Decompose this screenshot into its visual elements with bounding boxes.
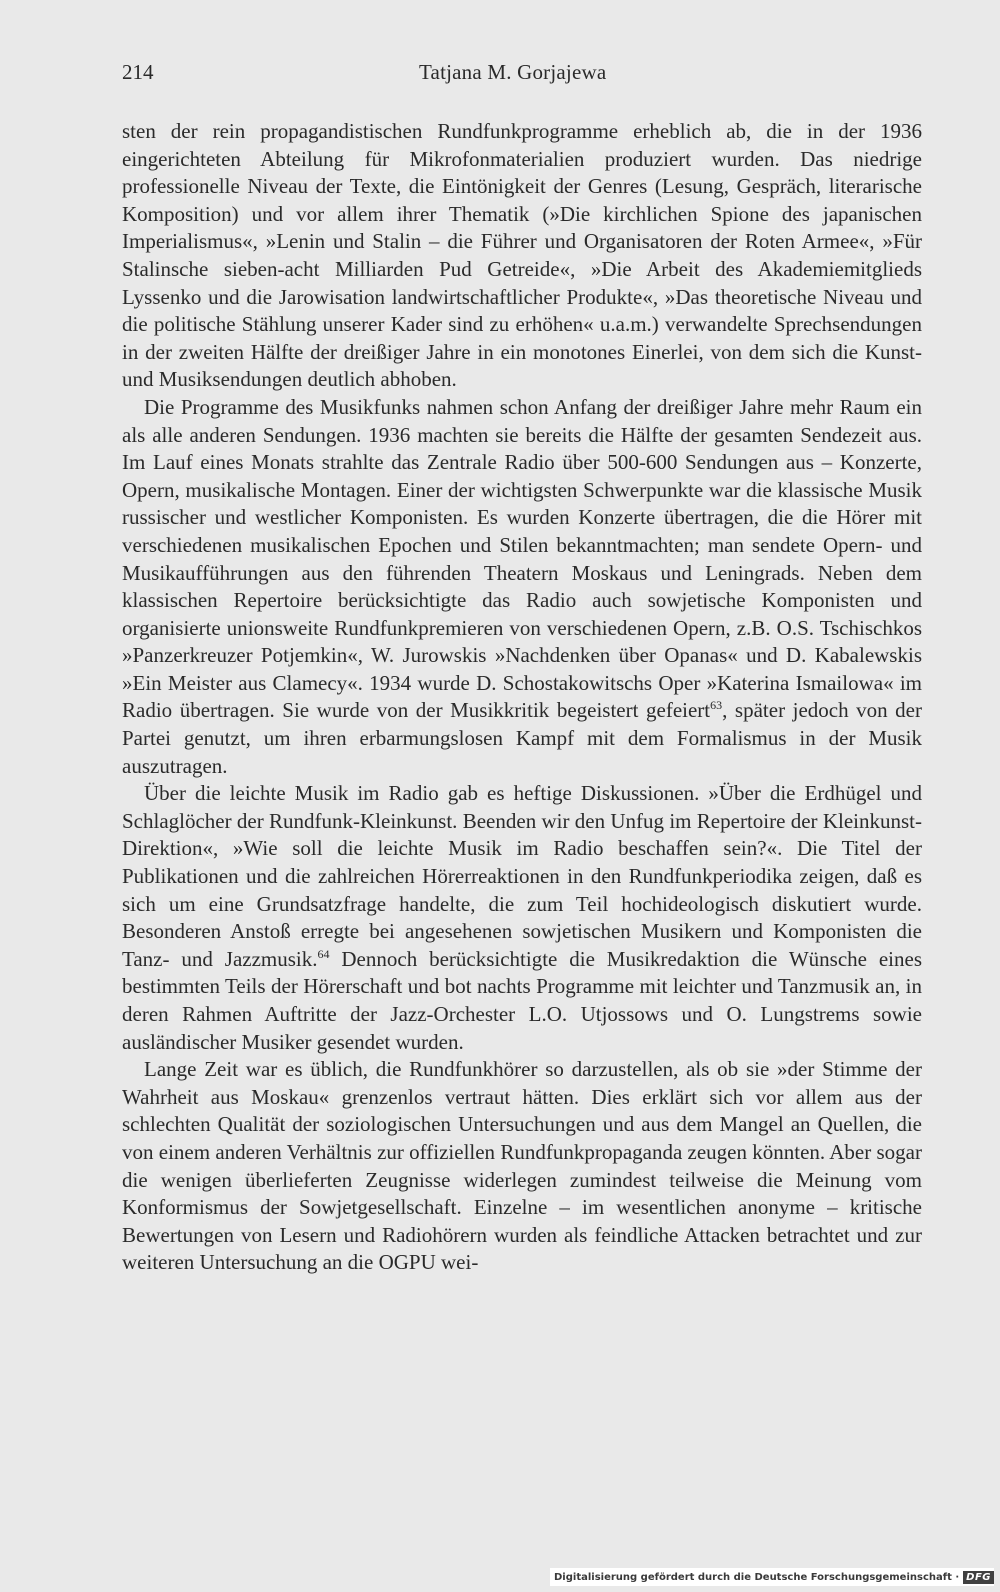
digitization-credit: [550, 1568, 994, 1586]
body-text: [122, 118, 922, 1277]
paragraph-3-text-b: Dennoch berücksichtigte die Musikredaktion die Wünsche eines bestimmten Teils der Hörerschaft und bot nachts Programme mit leichter und Tanzmusik an, in deren Rahmen Auftritte der Jazz-Orchester L.O. Utjossows und O. Lungstrems sowie ausländischer Musiker gesendet wurden.: [122, 946, 922, 1054]
paragraph-2-text-b: , später jedoch von der Partei genutzt, um ihren erbarmungslosen Kampf mit dem Formalismus in der Musik auszutragen.: [122, 698, 922, 778]
paragraph-2: [122, 394, 922, 780]
paragraph-2-text-a: Die Programme des Musikfunks nahmen schon Anfang der dreißiger Jahre mehr Raum ein als alle anderen Sendungen. 1936 machten sie bereits die Hälfte der gesamten Sendezeit aus. Im Lauf eines Monats strahlte das Zentrale Radio über 500-600 Sendungen aus – Konzerte, Opern, musikalische Montagen. Einer der wichtigsten Schwerpunkte war die klassische Musik russischer und westlicher Komponisten. Es wurden Konzerte übertragen, die die Hörer mit verschiedenen musikalischen Epochen und Stilen bekanntmachten; man sendete Opern- und Musikaufführungen aus den führenden Theatern Moskaus und Leningrads. Neben dem klassischen Repertoire berücksichtigte das Radio auch sowjetische Komponisten und organisierte unionsweite Rundfunkpremieren von verschiedenen Opern, z.B. O.S. Tschischkos »Panzerkreuzer Potjemkin«, W. Jurowskis »Nachdenken über Opanas« und D. Kabalewskis »Ein Meister aus Clamecy«. 1934 wurde D. Schostakowitschs Oper »Katerina Ismailowa« im Radio übertragen. Sie wurde von der Musikkritik begeistert gefeiert: [122, 394, 922, 723]
paragraph-1: sten der rein propagandistischen Rundfunkprogramme erheblich ab, die in der 1936 eingerichteten Abteilung für Mikrofonmaterialien produziert wurden. Das niedrige professionelle Niveau der Texte, die Eintönigkeit der Genres (Lesung, Gespräch, literarische Komposition) und vor allem ihrer Thematik (»Die kirchlichen Spione des japanischen Imperialismus«, »Lenin und Stalin – die Führer und Organisatoren der Roten Armee«, »Für Stalinsche sieben-acht Milliarden Pud Getreide«, »Die Arbeit des Akademiemitglieds Lyssenko und die Jarowisation landwirtschaftlicher Produkte«, »Das theoretische Niveau und die politische Stählung unserer Kader sind zu erhöhen« u.a.m.) verwandelte Sprechsendungen in der zweiten Hälfte der dreißiger Jahre in ein monotones Einerlei, von dem sich die Kunst- und Musiksendungen deutlich abhoben.: [122, 119, 922, 392]
footnote-ref-64: 64: [317, 946, 330, 961]
footnote-ref-63: 63: [710, 698, 723, 713]
page-number: 214: [122, 60, 154, 84]
running-title: Tatjana M. Gorjajewa: [419, 60, 607, 84]
paragraph-3: [122, 780, 922, 1056]
credit-text: Digitalisierung gefördert durch die Deutsche Forschungsgemeinschaft ·: [554, 1571, 960, 1583]
dfg-logo: DFG: [963, 1571, 994, 1584]
paragraph-4: Lange Zeit war es üblich, die Rundfunkhörer so darzustellen, als ob sie »der Stimme der Wahrheit aus Moskau« grenzenlos vertraut hätten. Dies erklärt sich vor allem aus der schlechten Qualität der soziologischen Untersuchungen und aus dem Mangel an Quellen, die von einem anderen Verhältnis zur offiziellen Rundfunkpropaganda zeugen könnten. Aber sogar die wenigen überlieferten Zeugnisse widerlegen zumindest teilweise die Meinung vom Konformismus der Sowjetgesellschaft. Einzelne – im wesentlichen anonyme – kritische Bewertungen von Lesern und Radiohörern wurden als feindliche Attacken betrachtet und zur weiteren Untersuchung an die OGPU wei-: [122, 1057, 922, 1275]
page-header: [122, 60, 914, 90]
paragraph-3-text-a: Über die leichte Musik im Radio gab es heftige Diskussionen. »Über die Erdhügel und Schlaglöcher der Rundfunk-Kleinkunst. Beenden wir den Unfug im Repertoire der Kleinkunst-Direktion«, »Wie soll die leichte Musik im Radio beschaffen sein?«. Die Titel der Publikationen und die zahlreichen Hörerreaktionen in den Rundfunkperiodika zeigen, daß es sich um eine Grundsatzfrage handelte, die zum Teil hochideologisch diskutiert wurde. Besonderen Anstoß erregte bei angesehenen sowjetischen Musikern und Komponisten die Tanz- und Jazzmusik.: [122, 781, 922, 971]
